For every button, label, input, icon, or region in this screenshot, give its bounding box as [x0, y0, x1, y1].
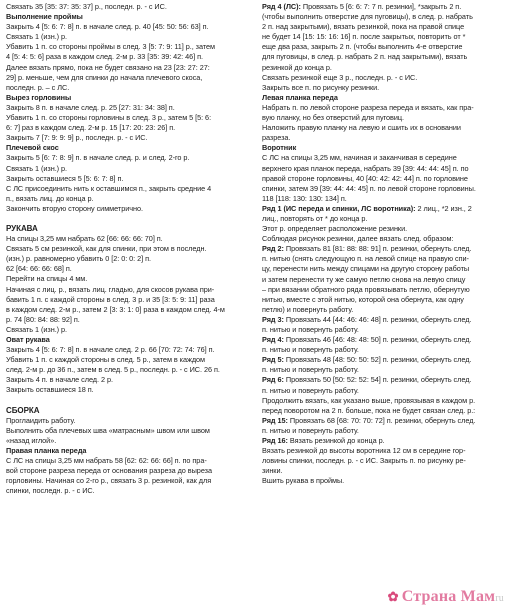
- text-line: Далее вязать прямо, пока не будет связано на 23 [23: 27: 27:: [6, 62, 210, 72]
- text-line: ловины спинки, последн. р. - с ИС. Закрыть п. по рисунку ре-: [262, 456, 466, 466]
- text-line: Связать 35 [35: 37: 35: 37] р., последн. р. - с ИС.: [6, 2, 167, 11]
- text-line: (чтобы выполнить отверстие для пуговицы), в след. р. набрать: [262, 12, 473, 22]
- text-line: для пуговицы, в след. р. набрать 2 п. над закрытыми), вязать: [262, 52, 468, 62]
- text-line: Продолжить вязать, как указано выше, провязывая в каждом р.: [262, 395, 476, 405]
- row-text: Вязать резинкой до конца р.: [287, 436, 385, 446]
- text-line: верхнего края планок переда, набрать 39 [39: 44: 44: 45] п. по: [262, 163, 469, 173]
- watermark-text: Страна Мам: [401, 588, 496, 605]
- text-line: Связать 1 (изн.) р.: [6, 324, 68, 334]
- row-text: Провязать 68 [68: 70: 70: 72] п. резинки, обернуть след.: [287, 415, 476, 425]
- text-line: след. 2-м р. до 36 п., затем в след. 5 р., последн. р. - с ИС. 26 п.: [6, 365, 220, 375]
- text-line: [262, 2, 508, 12]
- text-line: бавить 1 п. с каждой стороны в след. 3 р. и 35 [3: 5: 9: 11] раза: [6, 294, 215, 304]
- section-heading: Выполнение проймы: [6, 12, 83, 22]
- row-label: Ряд 3:: [262, 314, 284, 324]
- text-line: Связать 5 см резинкой, как для спинки, при этом в последн.: [6, 244, 207, 254]
- text-line: перед поворотом на 2 п. больше, пока не будет связан след. р.:: [262, 405, 476, 415]
- text-line: (изн.) р. равномерно убавить 0 [2: 0: 0: 2] п.: [6, 254, 151, 264]
- text-line: Выполнить оба плечевых шва «матрасным» швом или швом: [6, 425, 210, 435]
- text-line: последн. р. – с ЛС.: [6, 82, 70, 92]
- row-text: Провязать 48 [48: 50: 50: 52] п. резинки, обернуть след.: [283, 355, 472, 365]
- text-line: 29] р. меньше, чем для спинки до начала плечевого скоса,: [6, 72, 203, 82]
- row-label: Ряд 4:: [262, 335, 284, 345]
- text-line: п. нитью и повернуть работу.: [262, 365, 359, 375]
- text-line: – при вязании обратного ряда провязывать петлю, обернутую: [262, 284, 470, 294]
- text-line: вой стороне разреза переда от основания разреза до выреза: [6, 466, 212, 476]
- text-line: Вшить рукава в проймы.: [262, 476, 345, 486]
- text-line: разреза.: [262, 133, 291, 143]
- text-line: п. нитью и повернуть работу.: [262, 385, 359, 395]
- text-line: Закончить вторую сторону симметрично.: [6, 203, 143, 213]
- text-line: Этот р. определяет расположение резинки.: [262, 224, 408, 234]
- section-heading: Вырез горловины: [6, 92, 72, 102]
- section-heading: Воротник: [262, 143, 297, 153]
- text-line: зинки.: [262, 466, 283, 476]
- text-line: Закрыть оставшиеся 5 [5: 6: 7: 8] п.: [6, 173, 124, 183]
- text-line: р. 74 [80: 84: 88: 92] п.: [6, 314, 80, 324]
- text-line: С ЛС на спицы 3,25 мм набрать 58 [62: 62: 66: 66] п. по пра-: [6, 456, 207, 466]
- row-text: Провязать 46 [46: 48: 48: 50] п. резинки, обернуть след.: [283, 335, 472, 345]
- text-line: спинки, последн. р. - с ИС.: [6, 486, 95, 496]
- text-line: Перейти на спицы 4 мм.: [6, 274, 88, 284]
- watermark: [388, 588, 504, 606]
- text-line: п. нитью и повернуть работу.: [262, 345, 359, 355]
- text-line: Наложить правую планку на левую и сшить их в основании: [262, 123, 461, 133]
- text-line: С ЛС на спицы 3,25 мм, начиная и заканчивая в середине: [262, 153, 457, 163]
- text-line: лиц., повторять от * до конца р.: [262, 213, 368, 223]
- text-line: 6: 7] раз в каждом след. 2-м р. 15 [17: 20: 23: 26] п.: [6, 123, 176, 133]
- watermark-domain: ru: [495, 593, 504, 604]
- row-label: Ряд 15:: [262, 415, 288, 425]
- text-line: Набрать п. по левой стороне разреза переда и вязать, как пра-: [262, 102, 474, 112]
- text-line: 2 п. над закрытыми), вязать резинкой, пока на правой спице: [262, 22, 465, 32]
- text-line: спинки, затем 39 [39: 44: 44: 45] п. по левой стороне горловины.: [262, 183, 476, 193]
- section-heading: Левая планка переда: [262, 92, 338, 102]
- row-label: Ряд 16:: [262, 436, 288, 446]
- text-line: Закрыть 4 п. в начале след. 2 р.: [6, 375, 113, 385]
- text-line: «назад иглой».: [6, 435, 57, 445]
- text-line: С ЛС присоединить нить к оставшимся п., закрыть средние 4: [6, 183, 212, 193]
- text-line: п. нитью и повернуть работу.: [262, 325, 359, 334]
- text-line: Вязать резинкой до высоты воротника 12 см в середине гор-: [262, 446, 466, 456]
- text-line: Соблюдая рисунок резинки, далее вязать след. образом:: [262, 234, 454, 244]
- text-line: и затем перенести ту же самую петлю снова на левую спицу: [262, 274, 466, 284]
- chapter-heading: РУКАВА: [6, 223, 38, 233]
- text-line: Убавить 1 п. с каждой стороны в след. 5 р., затем в каждом: [6, 355, 206, 365]
- text-line: Закрыть оставшиеся 18 п.: [6, 385, 94, 395]
- text-line: Закрыть все п. по рисунку резинки.: [262, 82, 380, 92]
- text-line: петлю) и повернуть работу.: [262, 304, 354, 314]
- text-line: Связать резинкой еще 3 р., последн. р. - с ИС.: [262, 72, 418, 82]
- text-line: [262, 244, 508, 254]
- text-line: Проглаидить работу.: [6, 415, 76, 425]
- text-line: п. нитью и повернуть работу.: [262, 425, 359, 435]
- text-line: 4 [5: 4: 5: 6] раза в каждом след. 2-м р. 33 [35: 39: 42: 46] п.: [6, 52, 203, 62]
- text-line: [262, 416, 508, 426]
- row-text: Провязать 81 [81: 88: 88: 91] п. резинки, обернуть след.: [283, 244, 472, 254]
- text-line: [262, 335, 508, 345]
- text-line: Убавить 1 п. со стороны горловины в след. 3 р., затем 5 [5: 6:: [6, 113, 212, 123]
- section-heading: Оват рукава: [6, 335, 50, 344]
- text-line: Закрыть 5 [6: 7: 8: 9] п. в начале след. р. и след. 2-го р.: [6, 153, 190, 163]
- text-line: Закрыть 8 п. в начале след. р. 25 [27: 31: 34: 38] п.: [6, 102, 175, 112]
- text-line: Закрыть 4 [5: 6: 7: 8] п. в начале след. 2 р. 66 [70: 72: 74: 76] п.: [6, 345, 215, 355]
- text-line: нитью, вместе с этой нитью, которой она обернута, как одну: [262, 294, 464, 304]
- text-line: п., вязать лиц. до конца р.: [6, 193, 94, 203]
- text-line: 62 [64: 66: 66: 68] п.: [6, 264, 72, 274]
- right-column: [262, 2, 508, 487]
- text-line: 118 [118: 130: 130: 134] п.: [262, 193, 347, 203]
- text-line: Начиная с лиц. р., вязать лиц. гладью, для скосов рукава при-: [6, 284, 215, 294]
- text-line: Закрыть 7 [7: 9: 9: 9] р., последн. р. - с ИС.: [6, 133, 148, 143]
- text-line: [262, 375, 508, 385]
- text-line: Связать 1 (изн.) р.: [6, 32, 68, 42]
- text-line: [262, 204, 508, 214]
- text-line: п. нитью (снять следующую п. на левой спице на правую спи-: [262, 254, 469, 264]
- text-line: Убавить 1 п. со стороны проймы в след. 3 [5: 7: 9: 11] р., затем: [6, 42, 216, 52]
- section-heading: Плечевой скос: [6, 143, 59, 153]
- row-label: Ряд 5:: [262, 355, 284, 365]
- text-line: [262, 436, 508, 446]
- row-text: Провязать 5 [6: 6: 7: 7 п. резинки], *закрыть 2 п.: [300, 2, 462, 11]
- text-line: вую планку, но без отверстий для пуговиц.: [262, 113, 404, 123]
- text-line: [262, 355, 508, 365]
- text-line: в каждом след. 2-м р., затем 2 [3: 3: 1: 0] раза в каждом след. 4-м: [6, 304, 225, 314]
- text-line: резинкой до конца р.: [262, 62, 332, 72]
- text-line: [262, 315, 508, 325]
- text-line: цу, перенести нить между спицами на другую сторону работы: [262, 264, 470, 274]
- row-label: Ряд 6:: [262, 375, 284, 385]
- section-heading: Правая планка переда: [6, 445, 87, 455]
- text-line: На спицы 3,25 мм набрать 62 [66: 66: 66: 70] п.: [6, 234, 163, 244]
- chapter-heading: СБОРКА: [6, 405, 40, 415]
- row-label: Ряд 4 (ЛС):: [262, 2, 301, 11]
- text-line: Связать 1 (изн.) р.: [6, 163, 68, 173]
- row-text: 2 лиц., *2 изн., 2: [415, 203, 472, 213]
- row-text: Провязать 50 [50: 52: 52: 54] п. резинки, обернуть след.: [283, 375, 472, 385]
- text-line: еще два раза, закрыть 2 п. (чтобы выполнить 4-е отверстие: [262, 42, 463, 52]
- row-label: Ряд 2:: [262, 244, 284, 254]
- row-text: Провязать 44 [44: 46: 46: 48] п. резинки, обернуть след.: [283, 314, 472, 324]
- text-line: не будет 14 [15: 15: 16: 16] п. после закрытых, повторить от *: [262, 32, 466, 42]
- text-line: правой стороне горловины, 40 [40: 42: 42: 44] п. по горловине: [262, 173, 468, 183]
- text-line: Закрыть 4 [5: 6: 7: 8] п. в начале след. р. 40 [45: 50: 56: 63] п.: [6, 22, 209, 32]
- flower-icon: ✿: [387, 589, 399, 604]
- spacer: [6, 214, 258, 224]
- text-line: горловины. Начиная со 2-го р., связать 3 р. резинкой, как для: [6, 476, 212, 486]
- row-label: Ряд 1 (ИС переда и спинки, ЛС воротника):: [262, 203, 416, 213]
- left-column: [6, 2, 258, 496]
- spacer: [6, 396, 258, 406]
